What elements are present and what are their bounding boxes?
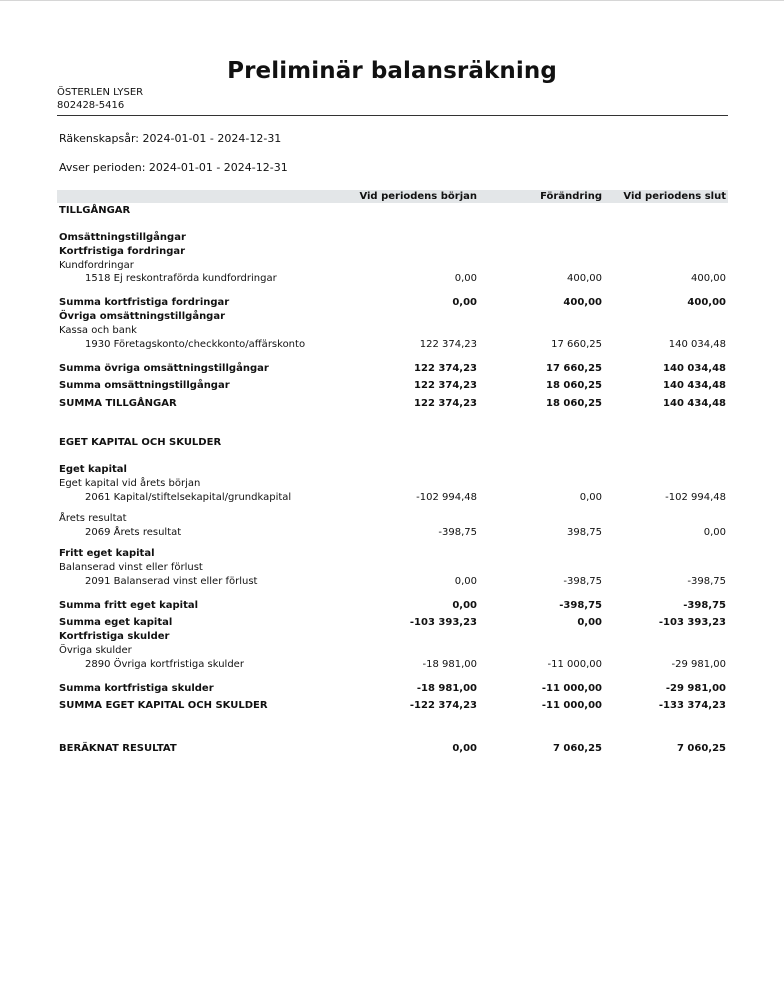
group-row	[57, 260, 728, 272]
column-header-change: Förändring	[540, 191, 602, 202]
value-change: 18 060,25	[546, 398, 602, 409]
group-row	[57, 478, 728, 490]
value-change: 400,00	[563, 297, 602, 308]
row-label: Kassa och bank	[59, 325, 137, 336]
row-label: 1930 Företagskonto/checkkonto/affärskonto	[85, 339, 306, 350]
sum-row	[57, 617, 728, 629]
value-end: -102 994,48	[665, 492, 726, 503]
row-label: Summa kortfristiga fordringar	[59, 297, 230, 308]
value-end: 140 434,48	[663, 398, 726, 409]
value-start: -103 393,23	[409, 617, 477, 628]
company-info	[57, 86, 143, 112]
value-start: 0,00	[452, 297, 477, 308]
sum-row	[57, 398, 728, 410]
row-label: BERÄKNAT RESULTAT	[59, 743, 177, 754]
group-row	[57, 562, 728, 574]
value-start: -102 994,48	[416, 492, 477, 503]
row-label: Summa omsättningstillgångar	[59, 380, 230, 391]
row-label: Kundfordringar	[59, 260, 134, 271]
value-start: 0,00	[454, 576, 477, 587]
value-start: 0,00	[452, 743, 477, 754]
row-label: EGET KAPITAL OCH SKULDER	[59, 437, 222, 448]
row-label: SUMMA TILLGÅNGAR	[59, 398, 177, 409]
row-label: Övriga skulder	[59, 645, 132, 656]
group-row	[57, 513, 728, 525]
row-label: 2061 Kapital/stiftelsekapital/grundkapital	[85, 492, 292, 503]
value-change: 17 660,25	[546, 363, 602, 374]
value-end: 400,00	[687, 297, 726, 308]
row-label: TILLGÅNGAR	[59, 205, 131, 216]
header-divider	[57, 115, 728, 116]
account-row	[57, 273, 728, 285]
value-end: -103 393,23	[658, 617, 726, 628]
row-label: Årets resultat	[59, 513, 127, 524]
value-change: -398,75	[559, 600, 602, 611]
value-change: -11 000,00	[541, 700, 602, 711]
section-row	[57, 437, 728, 449]
row-label: Balanserad vinst eller förlust	[59, 562, 203, 573]
value-change: 398,75	[567, 527, 602, 538]
sum-row	[57, 683, 728, 695]
sum-row	[57, 743, 728, 755]
heading-row	[57, 311, 728, 323]
account-row	[57, 527, 728, 539]
value-start: 122 374,23	[414, 398, 477, 409]
value-change: 0,00	[579, 492, 602, 503]
value-start: 0,00	[452, 600, 477, 611]
sum-row	[57, 380, 728, 392]
heading-row	[57, 246, 728, 258]
sum-row	[57, 700, 728, 712]
row-label: Övriga omsättningstillgångar	[59, 311, 226, 322]
value-change: -11 000,00	[541, 683, 602, 694]
org-number: 802428-5416	[57, 100, 125, 111]
value-start: 0,00	[454, 273, 477, 284]
value-change: 17 660,25	[551, 339, 602, 350]
company-name: ÖSTERLEN LYSER	[57, 87, 144, 98]
value-start: -18 981,00	[416, 683, 477, 694]
value-end: 140 034,48	[668, 339, 726, 350]
group-row	[57, 325, 728, 337]
value-change: -11 000,00	[547, 659, 602, 670]
value-start: 122 374,23	[414, 380, 477, 391]
row-label: Kortfristiga fordringar	[59, 246, 186, 257]
heading-row	[57, 548, 728, 560]
sum-row	[57, 600, 728, 612]
row-label: 2890 Övriga kortfristiga skulder	[85, 659, 244, 670]
sum-row	[57, 297, 728, 309]
value-end: -29 981,00	[665, 683, 726, 694]
row-label: Summa eget kapital	[59, 617, 173, 628]
row-label: Eget kapital vid årets början	[59, 478, 201, 489]
account-row	[57, 576, 728, 588]
row-label: Omsättningstillgångar	[59, 232, 186, 243]
value-end: 400,00	[691, 273, 726, 284]
row-label: Fritt eget kapital	[59, 548, 155, 559]
value-end: 0,00	[703, 527, 726, 538]
row-label: Summa kortfristiga skulder	[59, 683, 214, 694]
heading-row	[57, 464, 728, 476]
row-label: Kortfristiga skulder	[59, 631, 170, 642]
row-label: 1518 Ej reskontraförda kundfordringar	[85, 273, 277, 284]
fiscal-year: Räkenskapsår: 2024-01-01 - 2024-12-31	[59, 132, 282, 145]
value-end: 140 434,48	[663, 380, 726, 391]
group-row	[57, 645, 728, 657]
value-end: -398,75	[687, 576, 726, 587]
value-start: -18 981,00	[422, 659, 477, 670]
value-change: -398,75	[563, 576, 602, 587]
heading-row	[57, 631, 728, 643]
value-start: -398,75	[438, 527, 477, 538]
value-change: 7 060,25	[552, 743, 602, 754]
value-end: 7 060,25	[676, 743, 726, 754]
value-end: -398,75	[683, 600, 726, 611]
row-label: Summa fritt eget kapital	[59, 600, 199, 611]
top-border	[0, 0, 784, 1]
row-label: Summa övriga omsättningstillgångar	[59, 363, 269, 374]
page-title: Preliminär balansräkning	[227, 58, 557, 84]
value-start: 122 374,23	[419, 339, 477, 350]
value-start: -122 374,23	[409, 700, 477, 711]
row-label: Eget kapital	[59, 464, 127, 475]
column-header-end: Vid periodens slut	[623, 191, 726, 202]
period: Avser perioden: 2024-01-01 - 2024-12-31	[59, 161, 288, 174]
section-row	[57, 205, 728, 217]
value-change: 400,00	[567, 273, 602, 284]
row-label: 2091 Balanserad vinst eller förlust	[85, 576, 258, 587]
account-row	[57, 492, 728, 504]
column-header-start: Vid periodens början	[359, 191, 477, 202]
heading-row	[57, 232, 728, 244]
value-change: 0,00	[577, 617, 602, 628]
value-change: 18 060,25	[546, 380, 602, 391]
value-end: -29 981,00	[671, 659, 726, 670]
account-row	[57, 659, 728, 671]
value-end: 140 034,48	[663, 363, 726, 374]
row-label: 2069 Årets resultat	[85, 527, 182, 538]
row-label: SUMMA EGET KAPITAL OCH SKULDER	[59, 700, 268, 711]
value-start: 122 374,23	[414, 363, 477, 374]
value-end: -133 374,23	[658, 700, 726, 711]
sum-row	[57, 363, 728, 375]
account-row	[57, 339, 728, 351]
